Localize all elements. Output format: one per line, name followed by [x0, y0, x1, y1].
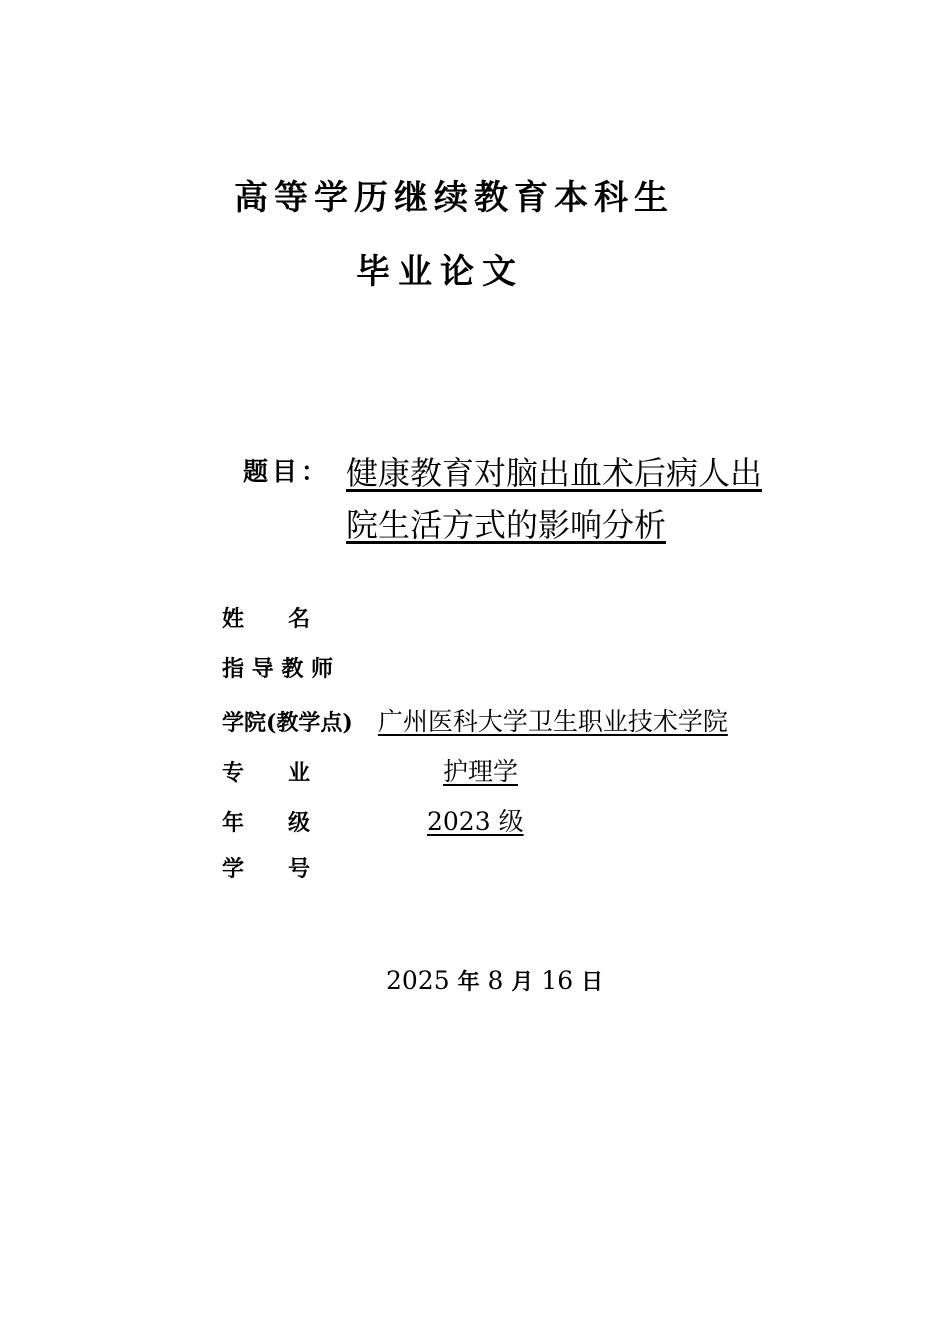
date-day: 16 — [541, 966, 574, 995]
date-year: 2025 — [386, 966, 450, 995]
advisor-row — [222, 652, 333, 683]
major-value-field — [341, 757, 518, 786]
name-row — [222, 602, 310, 633]
date-day-unit: 日 — [581, 969, 604, 995]
subject-label: 题目： — [243, 457, 331, 486]
grade-value: 2023 级 — [427, 807, 524, 836]
student-id-label: 学 号 — [222, 856, 311, 882]
date-month-unit: 月 — [511, 969, 534, 995]
major-row — [222, 752, 518, 788]
college-row — [222, 702, 728, 738]
college-label: 学院(教学点) — [222, 710, 353, 736]
grade-value-field — [341, 807, 524, 836]
grade-row — [222, 802, 524, 838]
major-value: 护理学 — [443, 757, 519, 786]
cover-title-line2: 毕业论文 — [356, 252, 524, 292]
date-month: 8 — [487, 966, 504, 995]
college-value: 广州医科大学卫生职业技术学院 — [377, 707, 728, 736]
submission-date — [386, 965, 603, 996]
advisor-label: 指 导 教 师 — [222, 656, 333, 682]
student-id-row — [222, 852, 310, 883]
cover-title-line1: 高等学历继续教育本科生 — [234, 178, 674, 218]
name-label: 姓 名 — [222, 606, 311, 632]
subject-title-line2: 院生活方式的影响分析 — [346, 506, 667, 544]
grade-label: 年 级 — [222, 810, 311, 836]
date-year-unit: 年 — [457, 969, 480, 995]
college-value-field — [360, 707, 728, 736]
major-label: 专 业 — [222, 760, 311, 786]
subject-title-line1: 健康教育对脑出血术后病人出 — [346, 454, 763, 492]
